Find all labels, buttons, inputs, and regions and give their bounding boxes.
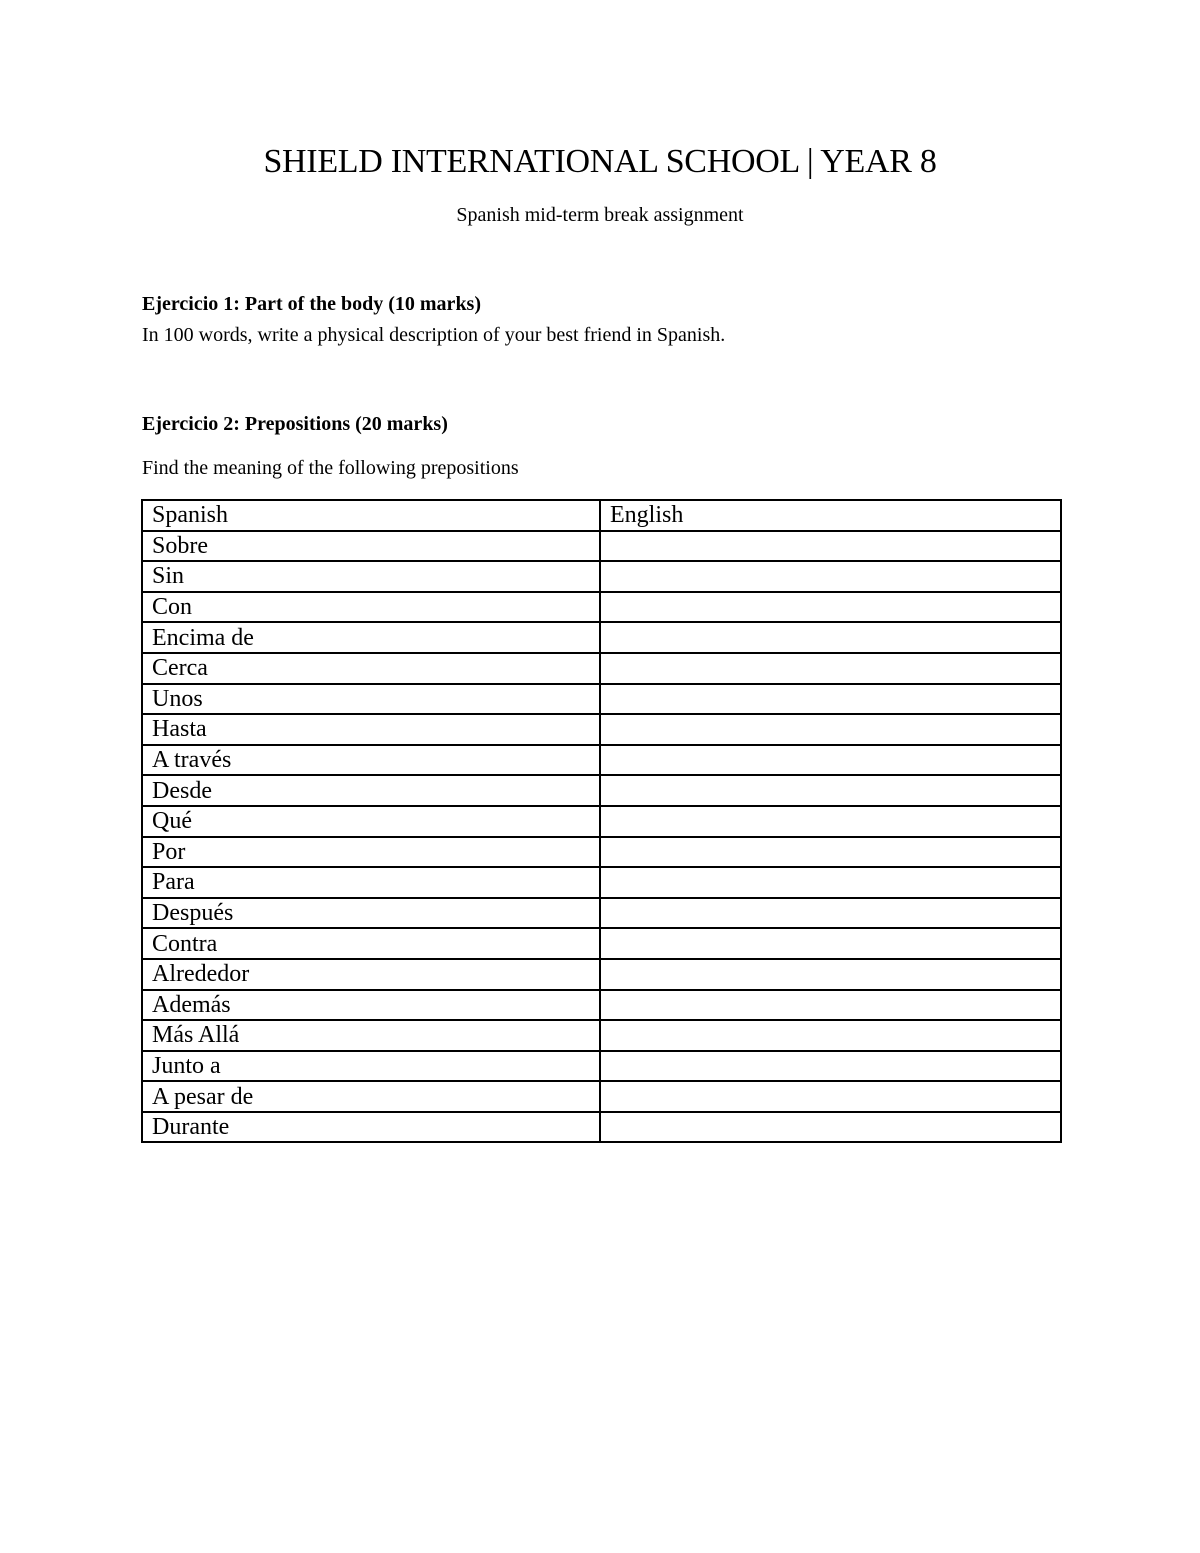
spanish-cell: Con bbox=[142, 592, 600, 623]
spanish-cell: Encima de bbox=[142, 622, 600, 653]
spanish-cell: Sobre bbox=[142, 531, 600, 562]
spanish-cell: Durante bbox=[142, 1112, 600, 1143]
spanish-cell: Después bbox=[142, 898, 600, 929]
table-row bbox=[142, 592, 1061, 623]
page-title: SHIELD INTERNATIONAL SCHOOL | YEAR 8 bbox=[263, 143, 937, 180]
table-row bbox=[142, 775, 1061, 806]
spanish-cell: Alrededor bbox=[142, 959, 600, 990]
table-row bbox=[142, 622, 1061, 653]
english-answer-cell[interactable] bbox=[600, 837, 1061, 868]
header-cell-english: English bbox=[600, 500, 1061, 531]
english-answer-cell[interactable] bbox=[600, 867, 1061, 898]
exercise-1-heading: Ejercicio 1: Part of the body (10 marks) bbox=[142, 293, 482, 315]
spanish-cell: Desde bbox=[142, 775, 600, 806]
spanish-cell: Cerca bbox=[142, 653, 600, 684]
exercise-2-heading: Ejercicio 2: Prepositions (20 marks) bbox=[142, 413, 448, 435]
table-row bbox=[142, 867, 1061, 898]
table-row bbox=[142, 561, 1061, 592]
english-answer-cell[interactable] bbox=[600, 1081, 1061, 1112]
english-answer-cell[interactable] bbox=[600, 592, 1061, 623]
table-row bbox=[142, 745, 1061, 776]
english-answer-cell[interactable] bbox=[600, 775, 1061, 806]
table-row bbox=[142, 653, 1061, 684]
english-answer-cell[interactable] bbox=[600, 1112, 1061, 1143]
spanish-cell: Hasta bbox=[142, 714, 600, 745]
english-answer-cell[interactable] bbox=[600, 1020, 1061, 1051]
table-row bbox=[142, 990, 1061, 1021]
table-row bbox=[142, 531, 1061, 562]
english-answer-cell[interactable] bbox=[600, 684, 1061, 715]
spanish-cell: Más Allá bbox=[142, 1020, 600, 1051]
spanish-cell: Sin bbox=[142, 561, 600, 592]
english-answer-cell[interactable] bbox=[600, 928, 1061, 959]
english-answer-cell[interactable] bbox=[600, 622, 1061, 653]
exercise-1-instruction: In 100 words, write a physical description of your best friend in Spanish. bbox=[142, 324, 726, 346]
english-answer-cell[interactable] bbox=[600, 1051, 1061, 1082]
spanish-cell: Además bbox=[142, 990, 600, 1021]
prepositions-table-body bbox=[142, 500, 1061, 1142]
table-header-row bbox=[142, 500, 1061, 531]
table-row bbox=[142, 1112, 1061, 1143]
exercise-2-instruction: Find the meaning of the following prepositions bbox=[142, 457, 519, 479]
table-row bbox=[142, 1081, 1061, 1112]
english-answer-cell[interactable] bbox=[600, 745, 1061, 776]
english-answer-cell[interactable] bbox=[600, 806, 1061, 837]
table-row bbox=[142, 684, 1061, 715]
header-cell-spanish: Spanish bbox=[142, 500, 600, 531]
spanish-cell: Para bbox=[142, 867, 600, 898]
table-row bbox=[142, 837, 1061, 868]
spanish-cell: Junto a bbox=[142, 1051, 600, 1082]
spanish-cell: A pesar de bbox=[142, 1081, 600, 1112]
table-row bbox=[142, 959, 1061, 990]
english-answer-cell[interactable] bbox=[600, 653, 1061, 684]
table-row bbox=[142, 898, 1061, 929]
english-answer-cell[interactable] bbox=[600, 714, 1061, 745]
page-subtitle: Spanish mid-term break assignment bbox=[456, 204, 744, 226]
spanish-cell: Contra bbox=[142, 928, 600, 959]
english-answer-cell[interactable] bbox=[600, 990, 1061, 1021]
table-row bbox=[142, 1051, 1061, 1082]
english-answer-cell[interactable] bbox=[600, 531, 1061, 562]
table-row bbox=[142, 714, 1061, 745]
table-row bbox=[142, 1020, 1061, 1051]
table-row bbox=[142, 806, 1061, 837]
spanish-cell: Unos bbox=[142, 684, 600, 715]
english-answer-cell[interactable] bbox=[600, 561, 1061, 592]
spanish-cell: A través bbox=[142, 745, 600, 776]
prepositions-table bbox=[141, 499, 1062, 1143]
table-row bbox=[142, 928, 1061, 959]
english-answer-cell[interactable] bbox=[600, 898, 1061, 929]
spanish-cell: Qué bbox=[142, 806, 600, 837]
spanish-cell: Por bbox=[142, 837, 600, 868]
english-answer-cell[interactable] bbox=[600, 959, 1061, 990]
